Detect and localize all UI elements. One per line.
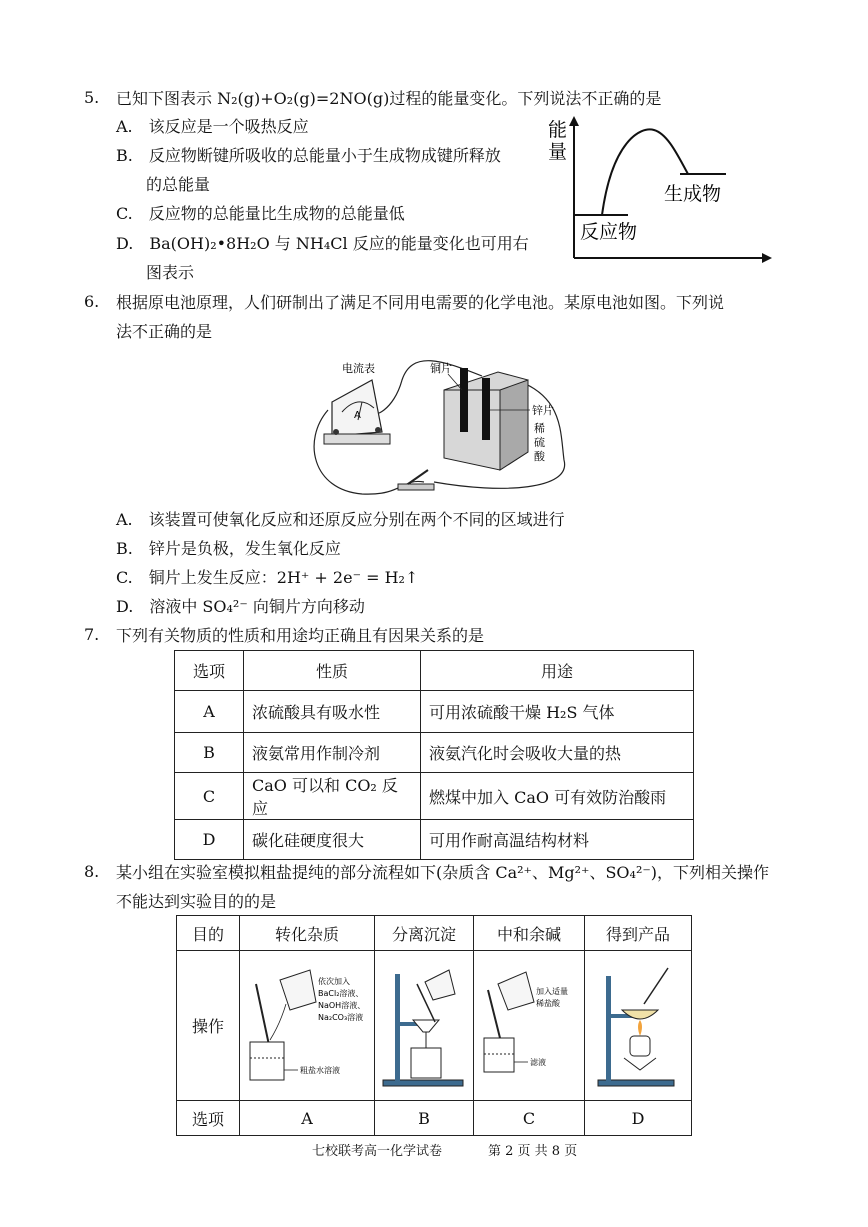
q7-row-c-label: C [175, 773, 244, 820]
q7-row-a-property: 浓硫酸具有吸水性 [244, 691, 421, 733]
energy-axis-label-2: 量 [548, 141, 568, 163]
q5-number: 5. [84, 88, 100, 107]
fig-c-beaker-label: 滤液 [530, 1057, 546, 1067]
q8-header-separate: 分离沉淀 [375, 916, 474, 951]
pouring-beaker-b [425, 970, 455, 1000]
q5-option-d-cont: 图表示 [146, 263, 195, 282]
q5-option-b-cont: 的总能量 [146, 175, 211, 194]
fig-a-add-4: Na₂CO₃溶液 [318, 1012, 364, 1022]
pouring-beaker [280, 970, 316, 1010]
cell-side [500, 380, 528, 470]
ammeter-letter: A [354, 410, 361, 421]
pouring-beaker-c [498, 972, 534, 1010]
q8-choice-c: C [474, 1101, 585, 1136]
q7-row-c-property: CaO 可以和 CO₂ 反应 [244, 773, 421, 820]
q7-row-b-label: B [175, 733, 244, 773]
switch [398, 470, 434, 490]
q6-number: 6. [84, 292, 100, 311]
zinc-label: 锌片 [532, 404, 554, 417]
energy-x-arrow [762, 253, 772, 263]
q7-row-c-use: 燃煤中加入 CaO 可有效防治酸雨 [421, 773, 694, 820]
zinc-plate [482, 378, 490, 440]
q7-row-b-use: 液氨汽化时会吸收大量的热 [421, 733, 694, 773]
q8-figure-d-cell [585, 951, 692, 1101]
fig-c-add-2: 稀盐酸 [536, 998, 560, 1008]
stir-rod-d [644, 968, 668, 1004]
q8-header-product: 得到产品 [585, 916, 692, 951]
q6-stem-2: 法不正确的是 [116, 322, 213, 341]
fig-a-add-1: 依次加入 [318, 976, 350, 986]
q5-option-a: A. 该反应是一个吸热反应 [116, 117, 309, 136]
q6-option-a: A. 该装置可使氧化反应和还原反应分别在两个不同的区域进行 [116, 510, 565, 529]
q7-stem: 下列有关物质的性质和用途均正确且有因果关系的是 [116, 626, 485, 645]
q8-stem-1: 某小组在实验室模拟粗盐提纯的部分流程如下(杂质含 Ca²⁺、Mg²⁺、SO₄²⁻)，下列相关操作 [116, 863, 770, 882]
alcohol-lamp [630, 1036, 650, 1056]
energy-axis-label-1: 能 [548, 119, 568, 141]
q8-choice-a: A [240, 1101, 375, 1136]
energy-diagram [540, 112, 780, 272]
q8-figure-b-cell [375, 951, 474, 1101]
q7-row-d-label: D [175, 820, 244, 860]
energy-y-arrow [569, 116, 579, 126]
q8-figure-c-cell [474, 951, 585, 1101]
q7-header-property: 性质 [244, 651, 421, 691]
stand-rod [395, 974, 400, 1082]
acid-label-2: 硫 [534, 436, 545, 449]
q7-row-a-label: A [175, 691, 244, 733]
galvanic-cell-figure [302, 350, 582, 500]
flame [638, 1020, 642, 1036]
q5-option-b: B. 反应物断键所吸收的总能量小于生成物成键所释放 [116, 146, 501, 165]
q8-header-convert: 转化杂质 [240, 916, 375, 951]
figure-d [588, 954, 688, 1094]
footer-page: 第 2 页 共 8 页 [488, 1144, 578, 1159]
q5-option-c: C. 反应物的总能量比生成物的总能量低 [116, 204, 405, 223]
q7-number: 7. [84, 625, 100, 644]
q8-stem-2: 不能达到实验目的的是 [116, 892, 277, 911]
q7-header-option: 选项 [175, 651, 244, 691]
fig-a-add-3: NaOH溶液、 [318, 1000, 366, 1010]
q8-table [176, 915, 692, 1136]
stand-rod-d [606, 976, 611, 1082]
receiving-beaker [250, 1042, 284, 1080]
q5-stem: 已知下图表示 N₂(g)+O₂(g)=2NO(g)过程的能量变化。下列说法不正确的是 [116, 89, 662, 108]
q8-figure-a-cell [240, 951, 375, 1101]
q6-option-c: C. 铜片上发生反应：2H⁺ + 2e⁻ = H₂↑ [116, 568, 419, 587]
fig-a-add-2: BaCl₂溶液、 [318, 988, 364, 998]
q8-choice-d: D [585, 1101, 692, 1136]
q7-row-b-property: 液氨常用作制冷剂 [244, 733, 421, 773]
q7-row-d-property: 碳化硅硬度很大 [244, 820, 421, 860]
q8-choice-label: 选项 [177, 1101, 240, 1136]
acid-label-3: 酸 [534, 450, 545, 463]
q8-header-neutralize: 中和余碱 [474, 916, 585, 951]
ammeter-label: 电流表 [342, 362, 375, 375]
q6-option-d: D. 溶液中 SO₄²⁻ 向铜片方向移动 [116, 597, 365, 616]
q8-row-operation-label: 操作 [177, 951, 240, 1101]
footer-title: 七校联考高一化学试卷 [312, 1144, 443, 1159]
q8-number: 8. [84, 862, 100, 881]
copper-label: 铜片 [430, 362, 452, 375]
beaker-b [411, 1048, 441, 1078]
q7-header-use: 用途 [421, 651, 694, 691]
q5-option-d: D. Ba(OH)₂•8H₂O 与 NH₄Cl 反应的能量变化也可用右 [116, 234, 529, 253]
q7-table [174, 650, 694, 860]
reactant-label: 反应物 [580, 221, 638, 243]
q7-row-d-use: 可用作耐高温结构材料 [421, 820, 694, 860]
q7-row-a-use: 可用浓硫酸干燥 H₂S 气体 [421, 691, 694, 733]
q8-choice-b: B [375, 1101, 474, 1136]
q6-stem-1: 根据原电池原理，人们研制出了满足不同用电需要的化学电池。某原电池如图。下列说 [116, 293, 725, 312]
fig-c-add-1: 加入适量 [536, 986, 568, 996]
copper-plate [460, 368, 468, 432]
figure-b [375, 954, 473, 1094]
fig-a-beaker-label: 粗盐水溶液 [300, 1065, 340, 1075]
figure-a [240, 954, 374, 1094]
figure-c [474, 954, 584, 1094]
q8-header-purpose: 目的 [177, 916, 240, 951]
q6-option-b: B. 锌片是负极，发生氧化反应 [116, 539, 341, 558]
beaker-c [484, 1038, 514, 1072]
product-label: 生成物 [664, 183, 722, 205]
acid-label-1: 稀 [534, 422, 545, 435]
